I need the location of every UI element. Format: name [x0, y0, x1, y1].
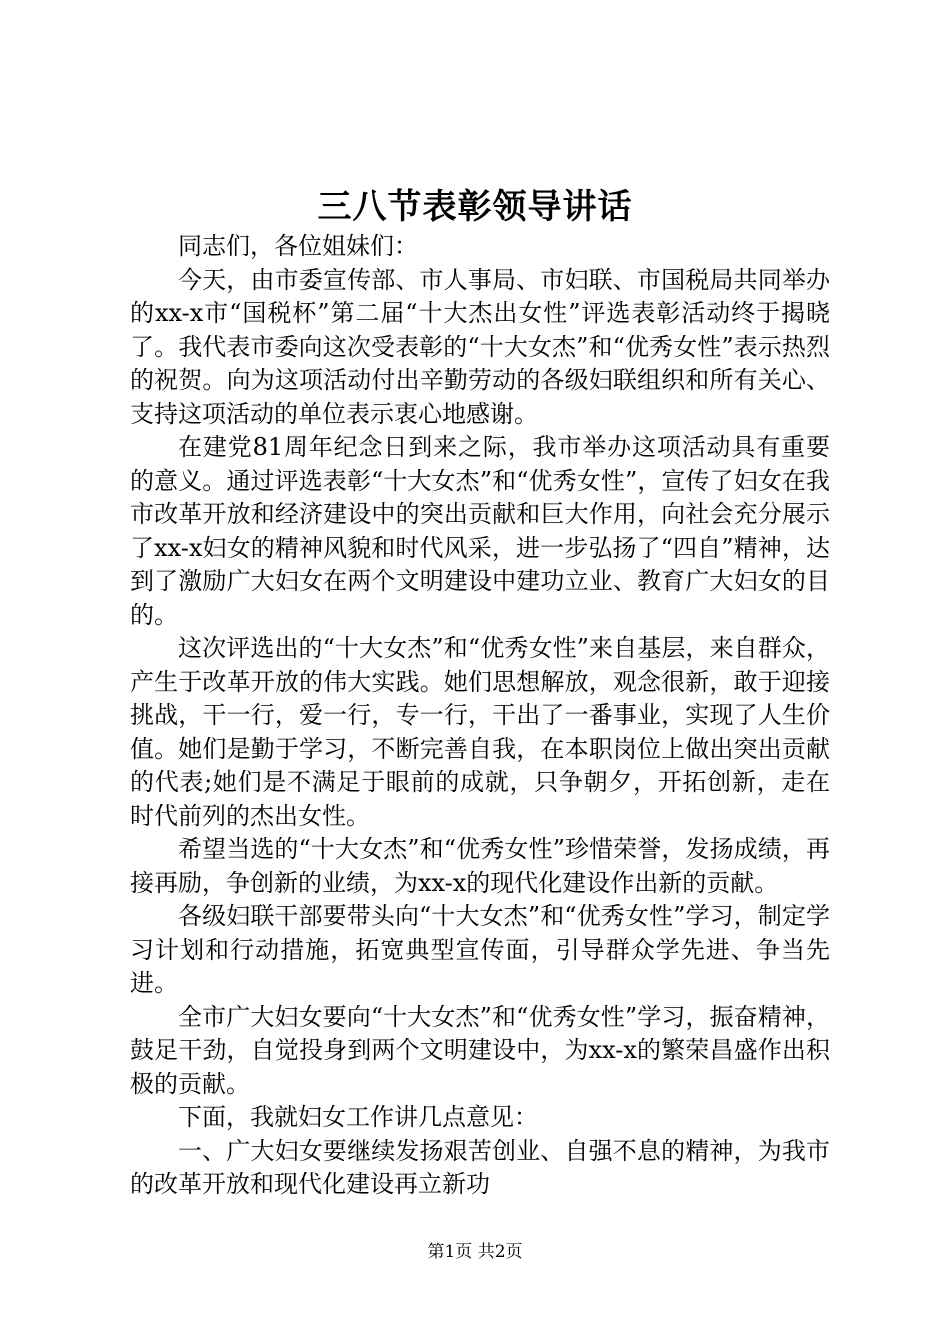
paragraph: 下面，我就妇女工作讲几点意见：: [178, 1103, 538, 1131]
paragraph-greeting: 同志们，各位姐妹们：: [178, 232, 418, 260]
paragraph: 希望当选的“十大女杰”和“优秀女性”珍惜荣誉，发扬成绩，再接再励，争创新的业绩，为xx-x的现代化建设作出新的贡献。: [130, 835, 830, 897]
page-number-footer: 第1页 共2页: [427, 1242, 523, 1262]
document-body: [130, 230, 830, 1202]
paragraph: 各级妇联干部要带头向“十大女杰”和“优秀女性”学习，制定学习计划和行动措施，拓宽典型宣传面，引导群众学先进、争当先进。: [130, 902, 830, 997]
paragraph: 这次评选出的“十大女杰”和“优秀女性”来自基层，来自群众，产生于改革开放的伟大实践。她们思想解放，观念很新，敢于迎接挑战，干一行，爱一行，专一行，干出了一番事业，实现了人生价值。她们是勤于学习，不断完善自我，在本职岗位上做出突出贡献的代表;她们是不满足于眼前的成就，只争朝夕，开拓创新，走在时代前列的杰出女性。: [130, 634, 830, 830]
paragraph-section-heading: 一、广大妇女要继续发扬艰苦创业、自强不息的精神，为我市的改革开放和现代化建设再立新功: [130, 1136, 830, 1198]
paragraph: 在建党81周年纪念日到来之际，我市举办这项活动具有重要的意义。通过评选表彰“十大女杰”和“优秀女性”，宣传了妇女在我市改革开放和经济建设中的突出贡献和巨大作用，向社会充分展示了xx-x妇女的精神风貌和时代风采，进一步弘扬了“四自”精神，达到了激励广大妇女在两个文明建设中建功立业、教育广大妇女的目的。: [130, 433, 830, 629]
paragraph: 今天，由市委宣传部、市人事局、市妇联、市国税局共同举办的xx-x市“国税杯”第二届“十大杰出女性”评选表彰活动终于揭晓了。我代表市委向这次受表彰的“十大女杰”和“优秀女性”表示热烈的祝贺。向为这项活动付出辛勤劳动的各级妇联组织和所有关心、支持这项活动的单位表示衷心地感谢。: [130, 265, 830, 428]
document-title: 三八节表彰领导讲话: [317, 187, 633, 227]
paragraph: 全市广大妇女要向“十大女杰”和“优秀女性”学习，振奋精神，鼓足干劲，自觉投身到两个文明建设中，为xx-x的繁荣昌盛作出积极的贡献。: [130, 1002, 830, 1098]
